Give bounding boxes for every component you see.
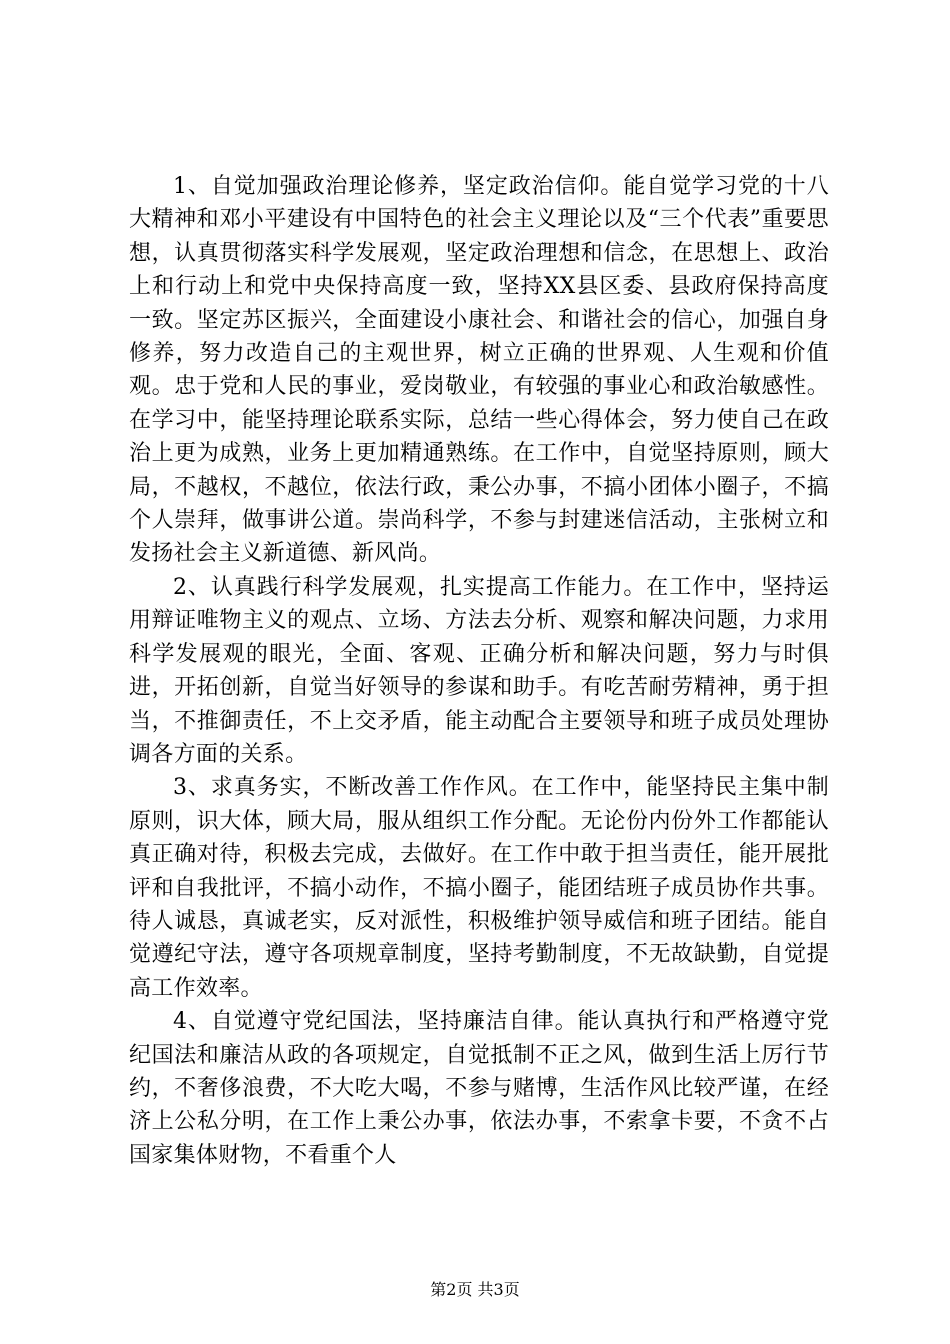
paragraph-2: 2、认真践行科学发展观，扎实提高工作能力。在工作中，坚持运用辩证唯物主义的观点、立场、方法去分析、观察和解决问题，力求用科学发展观的眼光，全面、客观、正确分析和解决问题，努力与时俱进，开拓创新，自觉当好领导的参谋和助手。有吃苦耐劳精神，勇于担当，不推御责任，不上交矛盾，能主动配合主要领导和班子成员处理协调各方面的关系。 [129,574,829,767]
body-text [129,170,829,1172]
paragraph-4: 4、自觉遵守党纪国法，坚持廉洁自律。能认真执行和严格遵守党纪国法和廉洁从政的各项规定，自觉抵制不正之风，做到生活上厉行节约，不奢侈浪费，不大吃大喝，不参与赌博，生活作风比较严谨，在经济上公私分明，在工作上秉公办事，依法办事，不索拿卡要，不贪不占国家集体财物，不看重个人 [129,1009,829,1168]
paragraph-3: 3、求真务实，不断改善工作作风。在工作中，能坚持民主集中制原则，识大体，顾大局，服从组织工作分配。无论份内份外工作都能认真正确对待，积极去完成，去做好。在工作中敢于担当责任，能开展批评和自我批评，不搞小动作，不搞小圈子，能团结班子成员协作共事。待人诚恳，真诚老实，反对派性，积极维护领导威信和班子团结。能自觉遵纪守法，遵守各项规章制度，坚持考勤制度，不无故缺勤，自觉提高工作效率。 [129,775,829,1001]
paragraph-1: 1、自觉加强政治理论修养，坚定政治信仰。能自觉学习党的十八大精神和邓小平建设有中国特色的社会主义理论以及“三个代表”重要思想，认真贯彻落实科学发展观，坚定政治理想和信念，在思想上、政治上和行动上和党中央保持高度一致，坚持XX县区委、县政府保持高度一致。坚定苏区振兴，全面建设小康社会、和谐社会的信心，加强自身修养，努力改造自己的主观世界，树立正确的世界观、人生观和价值观。忠于党和人民的事业，爱岗敬业，有较强的事业心和政治敏感性。在学习中，能坚持理论联系实际，总结一些心得体会，努力使自己在政治上更为成熟，业务上更加精通熟练。在工作中，自觉坚持原则，顾大局，不越权，不越位，依法行政，秉公办事，不搞小团体小圈子，不搞个人崇拜，做事讲公道。崇尚科学，不参与封建迷信活动，主张树立和发扬社会主义新道德、新风尚。 [129,174,829,567]
page-footer: 第2页 共3页 [430,1280,520,1299]
